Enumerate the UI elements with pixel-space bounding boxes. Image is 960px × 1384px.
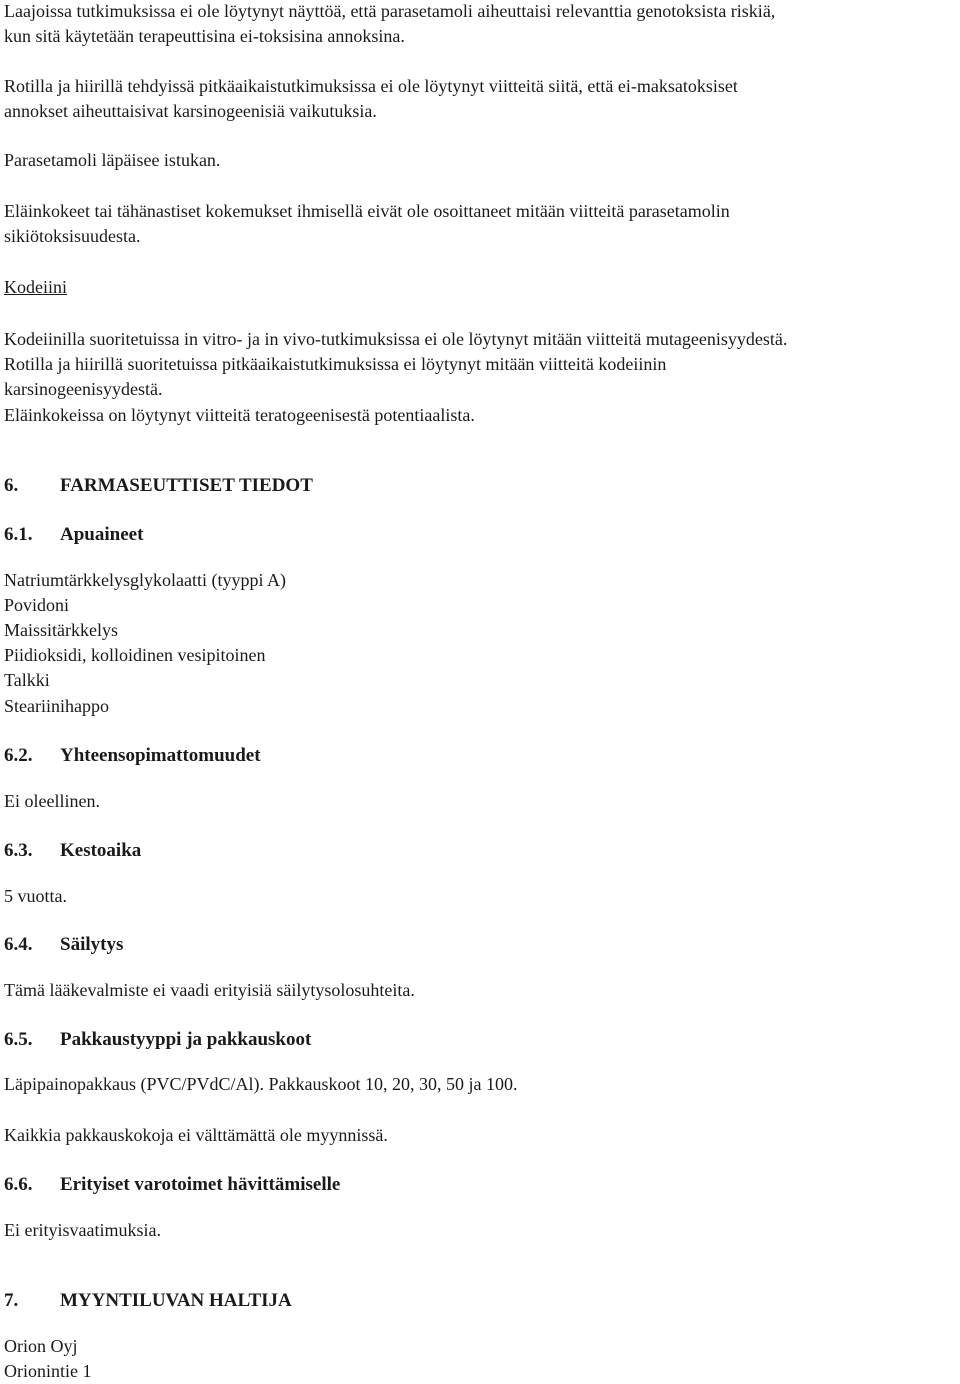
section7-title: MYYNTILUVAN HALTIJA <box>60 1290 292 1311</box>
s61-title: Apuaineet <box>60 524 144 545</box>
s66-heading <box>4 1172 340 1197</box>
codeine-heading: Kodeiini <box>4 277 67 297</box>
s62-number: 6.2. <box>4 745 33 766</box>
section7-heading <box>4 1288 292 1313</box>
s64-text: Tämä lääkevalmiste ei vaadi erityisiä säilytysolosuhteita. <box>4 980 415 1000</box>
section6-number: 6. <box>4 475 19 496</box>
s64-number: 6.4. <box>4 934 33 955</box>
s66-text: Ei erityisvaatimuksia. <box>4 1220 161 1240</box>
s65-title: Pakkaustyyppi ja pakkauskoot <box>60 1029 312 1050</box>
excipient-item: Piidioksidi, kolloidinen vesipitoinen <box>4 645 266 665</box>
excipient-item: Steariinihappo <box>4 696 109 716</box>
codeine-line1: Kodeiinilla suoritetuissa in vitro- ja in vivo-tutkimuksissa ei ole löytynyt mitään viitteitä mutageenisyydestä. <box>4 329 788 349</box>
intro-placenta: Parasetamoli läpäisee istukan. <box>4 150 221 170</box>
intro-animal-line1: Eläinkokeet tai tähänastiset kokemukset ihmisellä eivät ole osoittaneet mitään viitteitä parasetamolin <box>4 201 730 221</box>
codeine-line4: Eläinkokeissa on löytynyt viitteitä teratogeenisestä potentiaalista. <box>4 405 475 425</box>
s62-title: Yhteensopimattomuudet <box>60 745 261 766</box>
s63-title: Kestoaika <box>60 840 142 861</box>
excipient-item: Maissitärkkelys <box>4 620 118 640</box>
s65-heading <box>4 1027 311 1052</box>
section6-heading <box>4 473 313 498</box>
s64-heading <box>4 932 123 957</box>
codeine-line2: Rotilla ja hiirillä suoritetuissa pitkäaikaistutkimuksissa ei löytynyt mitään viitteitä kodeiinin <box>4 354 667 374</box>
holder-company: Orion Oyj <box>4 1336 78 1356</box>
intro-genotox-line1: Laajoissa tutkimuksissa ei ole löytynyt näyttöä, että parasetamoli aiheuttaisi relevanttia genotoksista riskiä, <box>4 1 776 21</box>
codeine-line3: karsinogeenisyydestä. <box>4 379 163 399</box>
s63-number: 6.3. <box>4 840 33 861</box>
s61-number: 6.1. <box>4 524 33 545</box>
s65-number: 6.5. <box>4 1029 33 1050</box>
s65-text1: Läpipainopakkaus (PVC/PVdC/Al). Pakkauskoot 10, 20, 30, 50 ja 100. <box>4 1074 518 1094</box>
section7-number: 7. <box>4 1290 19 1311</box>
s63-text: 5 vuotta. <box>4 886 67 906</box>
intro-genotox-line2: kun sitä käytetään terapeuttisina ei-toksisina annoksina. <box>4 26 405 46</box>
excipient-item: Talkki <box>4 670 50 690</box>
s63-heading <box>4 838 141 863</box>
excipient-item: Natriumtärkkelysglykolaatti (tyyppi A) <box>4 570 286 590</box>
s61-heading <box>4 522 143 547</box>
s65-text2: Kaikkia pakkauskokoja ei välttämättä ole myynnissä. <box>4 1125 388 1145</box>
s66-title: Erityiset varotoimet hävittämiselle <box>60 1174 341 1195</box>
section6-title: FARMASEUTTISET TIEDOT <box>60 475 313 496</box>
s66-number: 6.6. <box>4 1174 33 1195</box>
intro-animal-line2: sikiötoksisuudesta. <box>4 226 141 246</box>
intro-rat-line2: annokset aiheuttaisivat karsinogeenisiä vaikutuksia. <box>4 101 377 121</box>
holder-address: Orionintie 1 <box>4 1361 92 1381</box>
s62-heading <box>4 743 261 768</box>
s62-text: Ei oleellinen. <box>4 791 100 811</box>
s64-title: Säilytys <box>60 934 124 955</box>
intro-rat-line1: Rotilla ja hiirillä tehdyissä pitkäaikaistutkimuksissa ei ole löytynyt viitteitä siitä, että ei-maksatoksiset <box>4 76 738 96</box>
excipient-item: Povidoni <box>4 595 70 615</box>
